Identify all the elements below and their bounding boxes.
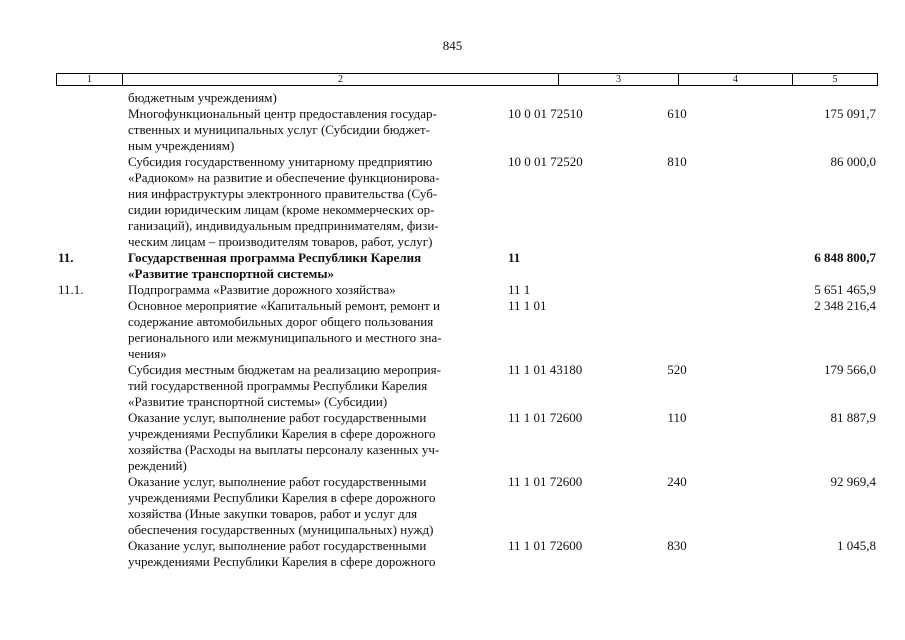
row-description	[128, 90, 494, 106]
table-header	[56, 73, 878, 86]
table-row	[0, 298, 905, 362]
description-line: бюджетным учреждениям)	[128, 90, 277, 105]
description-line: ганизаций), индивидуальным предпринимателям, физи-	[128, 218, 439, 233]
row-description	[128, 250, 494, 282]
description-line: хозяйства (Расходы на выплаты персоналу казенных уч-	[128, 442, 440, 457]
row-description	[128, 282, 494, 298]
row-amount: 92 969,4	[830, 474, 876, 489]
row-code: 11 1 01 72600	[508, 538, 583, 553]
row-code: 10 0 01 72510	[508, 106, 583, 121]
row-number: 11.1.	[58, 282, 84, 297]
description-line: содержание автомобильных дорог общего пользования	[128, 314, 434, 329]
description-line: сидии юридическим лицам (кроме некоммерческих ор-	[128, 202, 435, 217]
row-expense-type: 810	[667, 154, 687, 169]
row-expense-type: 610	[667, 106, 687, 121]
description-line: Подпрограмма «Развитие дорожного хозяйства»	[128, 282, 396, 297]
table-row	[0, 154, 905, 250]
description-line: ческим лицам – производителям товаров, работ, услуг)	[128, 234, 433, 249]
row-amount: 6 848 800,7	[814, 250, 876, 265]
header-col-2: 2	[123, 74, 559, 85]
description-line: чения»	[128, 346, 167, 361]
table-body	[0, 90, 905, 570]
table-row	[0, 250, 905, 282]
table-row	[0, 474, 905, 538]
table-row	[0, 106, 905, 154]
description-line: регионального или межмуниципального и местного зна-	[128, 330, 442, 345]
row-code: 11 1 01 72600	[508, 410, 583, 425]
row-code: 11 1	[508, 282, 531, 297]
row-amount: 175 091,7	[824, 106, 876, 121]
description-line: ным учреждениям)	[128, 138, 235, 153]
description-line: обеспечения государственных (муниципальных) нужд)	[128, 522, 434, 537]
header-col-4: 4	[679, 74, 793, 85]
row-description	[128, 106, 494, 154]
description-line: реждений)	[128, 458, 187, 473]
description-line: учреждениями Республики Карелия в сфере дорожного	[128, 554, 436, 569]
row-expense-type: 240	[667, 474, 687, 489]
header-col-5: 5	[832, 74, 838, 85]
description-line: «Радиоком» на развитие и обеспечение функционирова-	[128, 170, 440, 185]
table-row	[0, 362, 905, 410]
description-line: Основное мероприятие «Капитальный ремонт, ремонт и	[128, 298, 440, 313]
description-line: Многофункциональный центр предоставления государ-	[128, 106, 437, 121]
table-row	[0, 282, 905, 298]
description-line: «Развитие транспортной системы» (Субсидии)	[128, 394, 388, 409]
description-line: Субсидия местным бюджетам на реализацию мероприя-	[128, 362, 441, 377]
row-amount: 5 651 465,9	[814, 282, 876, 297]
row-description	[128, 154, 494, 250]
table-row	[0, 538, 905, 570]
row-amount: 1 045,8	[837, 538, 876, 553]
description-line: Оказание услуг, выполнение работ государственными	[128, 410, 427, 425]
table-row	[0, 90, 905, 106]
description-line: Государственная программа Республики Карелия	[128, 250, 422, 265]
row-amount: 179 566,0	[824, 362, 876, 377]
row-amount: 81 887,9	[830, 410, 876, 425]
row-expense-type: 830	[667, 538, 687, 553]
description-line: «Развитие транспортной системы»	[128, 266, 334, 281]
description-line: тий государственной программы Республики Карелия	[128, 378, 428, 393]
row-description	[128, 362, 494, 410]
row-number: 11.	[58, 250, 74, 265]
header-col-1: 1	[57, 74, 123, 85]
description-line: хозяйства (Иные закупки товаров, работ и услуг для	[128, 506, 418, 521]
description-line: учреждениями Республики Карелия в сфере дорожного	[128, 426, 436, 441]
row-code: 11 1 01 43180	[508, 362, 583, 377]
description-line: Оказание услуг, выполнение работ государственными	[128, 474, 427, 489]
row-amount: 2 348 216,4	[814, 298, 876, 313]
row-expense-type: 110	[667, 410, 687, 425]
row-description	[128, 410, 494, 474]
row-amount: 86 000,0	[830, 154, 876, 169]
row-code: 11 1 01	[508, 298, 547, 313]
table-row	[0, 410, 905, 474]
row-description	[128, 474, 494, 538]
row-code: 11 1 01 72600	[508, 474, 583, 489]
description-line: учреждениями Республики Карелия в сфере дорожного	[128, 490, 436, 505]
row-code: 11	[508, 250, 521, 265]
page-number: 845	[442, 38, 463, 53]
row-expense-type: 520	[667, 362, 687, 377]
row-description	[128, 298, 494, 362]
description-line: Субсидия государственному унитарному предприятию	[128, 154, 433, 169]
description-line: Оказание услуг, выполнение работ государственными	[128, 538, 427, 553]
header-col-3: 3	[559, 74, 679, 85]
row-code: 10 0 01 72520	[508, 154, 583, 169]
description-line: ния инфраструктуры электронного правительства (Суб-	[128, 186, 438, 201]
description-line: ственных и муниципальных услуг (Субсидии бюджет-	[128, 122, 430, 137]
row-description	[128, 538, 494, 570]
